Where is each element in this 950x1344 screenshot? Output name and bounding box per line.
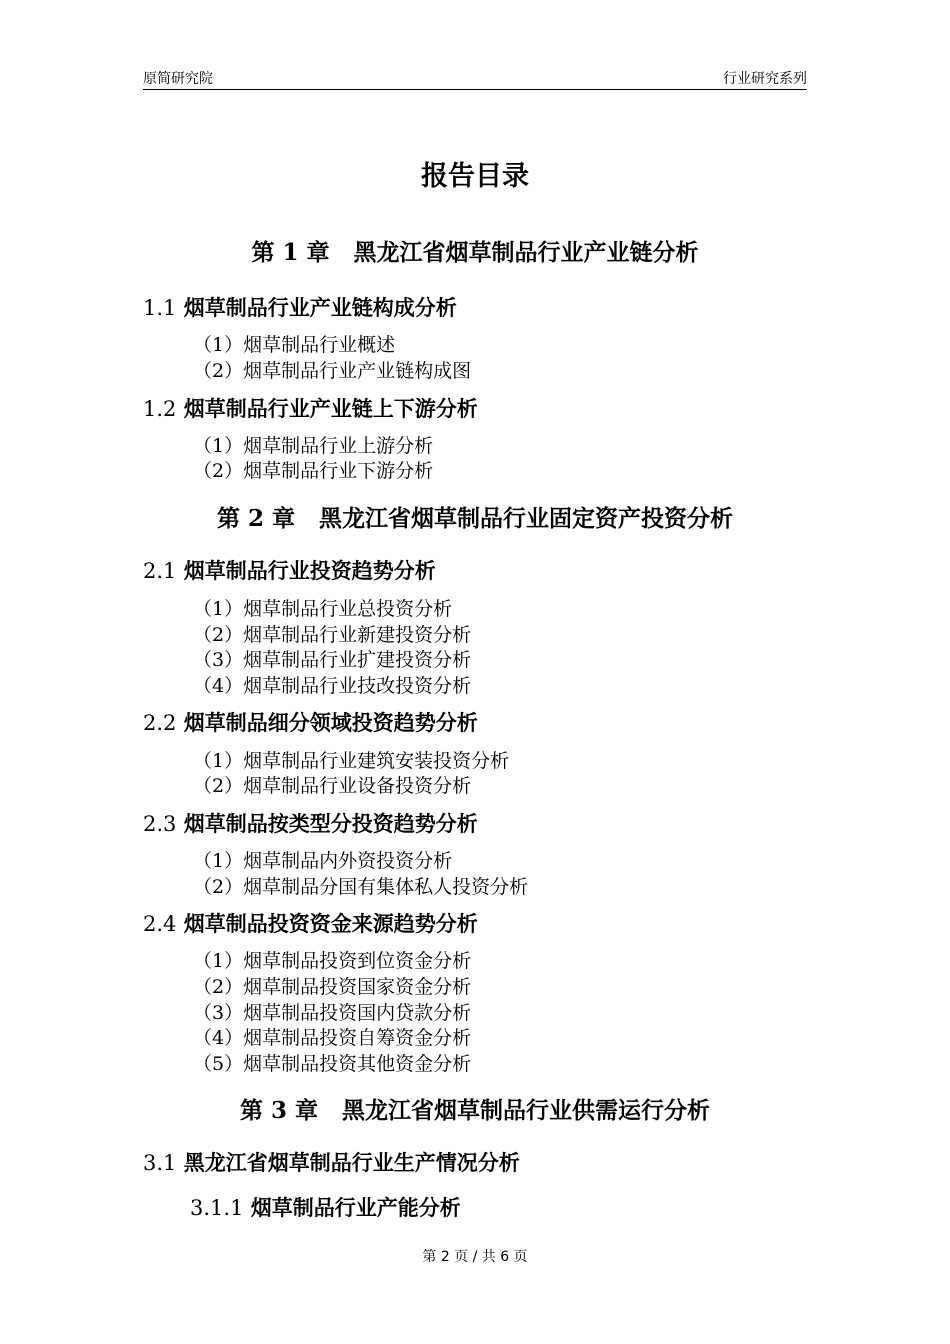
toc-item: （1）烟草制品行业上游分析 <box>193 435 434 457</box>
toc-item: （3）烟草制品行业扩建投资分析 <box>193 649 472 671</box>
section-number: 1.1 <box>143 296 177 320</box>
section-heading <box>143 908 478 938</box>
chapter-title: 黑龙江省烟草制品行业产业链分析 <box>353 239 699 266</box>
toc-item: （1）烟草制品内外资投资分析 <box>193 850 453 872</box>
subsection-heading <box>190 1192 461 1222</box>
section-title: 烟草制品行业产业链构成分析 <box>183 295 457 320</box>
chapter-label: 第 2 章 <box>216 505 295 532</box>
section-number: 1.2 <box>143 397 177 421</box>
page-number: 第 2 页 / 共 6 页 <box>422 1249 528 1265</box>
header-divider <box>143 89 807 90</box>
toc-item: （2）烟草制品行业新建投资分析 <box>193 624 472 646</box>
toc-item: （2）烟草制品投资国家资金分析 <box>193 976 472 998</box>
section-heading <box>143 1147 520 1177</box>
toc-item: （1）烟草制品行业概述 <box>193 334 396 356</box>
chapter-label: 第 1 章 <box>251 239 330 266</box>
section-title: 烟草制品投资资金来源趋势分析 <box>183 911 478 936</box>
toc-item: （2）烟草制品行业产业链构成图 <box>193 360 472 382</box>
header-series-name: 行业研究系列 <box>723 71 807 87</box>
section-heading <box>143 808 478 838</box>
chapter-label: 第 3 章 <box>239 1097 318 1124</box>
chapter-title: 黑龙江省烟草制品行业固定资产投资分析 <box>319 505 734 532</box>
section-title: 烟草制品行业投资趋势分析 <box>183 558 436 583</box>
chapter-heading <box>0 1092 950 1125</box>
subsection-title: 烟草制品行业产能分析 <box>250 1195 461 1220</box>
chapter-heading <box>0 500 950 533</box>
section-title: 烟草制品细分领域投资趋势分析 <box>183 710 478 735</box>
toc-item: （3）烟草制品投资国内贷款分析 <box>193 1002 472 1024</box>
page-title: 报告目录 <box>421 161 529 192</box>
section-title: 烟草制品行业产业链上下游分析 <box>183 396 478 421</box>
section-number: 2.3 <box>143 812 177 836</box>
toc-item: （1）烟草制品行业总投资分析 <box>193 598 453 620</box>
section-heading <box>143 707 478 737</box>
toc-item: （2）烟草制品行业设备投资分析 <box>193 775 472 797</box>
toc-item: （2）烟草制品行业下游分析 <box>193 460 434 482</box>
section-title: 烟草制品按类型分投资趋势分析 <box>183 811 478 836</box>
toc-item: （4）烟草制品行业技改投资分析 <box>193 675 472 697</box>
toc-item: （1）烟草制品投资到位资金分析 <box>193 950 472 972</box>
section-number: 2.4 <box>143 912 177 936</box>
toc-item: （4）烟草制品投资自筹资金分析 <box>193 1027 472 1049</box>
toc-item: （1）烟草制品行业建筑安装投资分析 <box>193 750 510 772</box>
chapter-title: 黑龙江省烟草制品行业供需运行分析 <box>342 1097 711 1124</box>
toc-item: （5）烟草制品投资其他资金分析 <box>193 1053 472 1075</box>
section-heading <box>143 292 457 322</box>
section-number: 3.1 <box>143 1151 177 1175</box>
toc-item: （2）烟草制品分国有集体私人投资分析 <box>193 876 529 898</box>
section-heading <box>143 393 478 423</box>
chapter-heading <box>0 234 950 267</box>
section-title: 黑龙江省烟草制品行业生产情况分析 <box>183 1150 520 1175</box>
section-heading <box>143 555 436 585</box>
header-org-name: 原简研究院 <box>143 71 213 87</box>
section-number: 2.2 <box>143 711 177 735</box>
section-number: 2.1 <box>143 559 177 583</box>
subsection-number: 3.1.1 <box>190 1196 244 1220</box>
